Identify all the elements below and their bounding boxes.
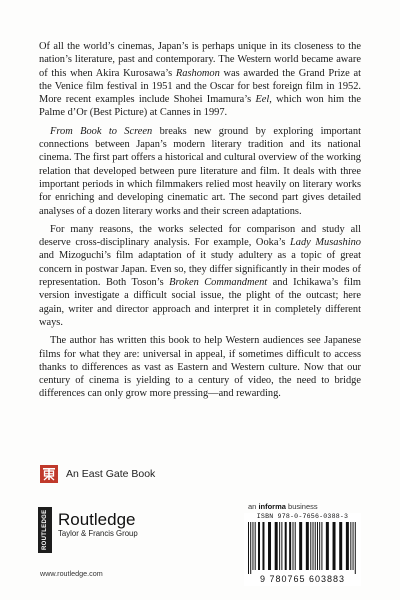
- barcode-bar: [319, 522, 320, 570]
- publisher-url: www.routledge.com: [40, 569, 103, 578]
- blurb-paragraph: [39, 334, 361, 400]
- barcode-bar: [268, 522, 271, 570]
- barcode-bar: [306, 522, 309, 570]
- barcode-bar: [346, 522, 349, 570]
- barcode-bar: [333, 522, 336, 570]
- title-italic: Eel: [255, 94, 270, 106]
- text-run: was awarded the Grand Prize at the Venice film festival in 1951 and the Oscar for best foreign film in 1952. More recent examples include Shohei Imamura’s: [39, 67, 361, 106]
- title-italic: From Book to Screen: [50, 125, 153, 137]
- text-run: , which won him the Palme d’Or (Best Picture) at Cannes in 1997.: [39, 94, 361, 119]
- text-run: For many reasons, the works selected for comparison and study all deserve cross-disciplinary analysis. For example, Ooka’s: [39, 223, 361, 249]
- east-gate-imprint: [40, 464, 155, 484]
- barcode-bar: [326, 522, 329, 570]
- informa-tagline: an informa business: [248, 502, 318, 511]
- barcode-bars: [248, 522, 357, 574]
- title-italic: Rashomon: [175, 67, 220, 79]
- barcode-bar: [252, 522, 253, 570]
- title-italic: Lady Musashino: [289, 237, 361, 249]
- barcode-bar: [281, 522, 282, 570]
- barcode-bar: [313, 522, 314, 570]
- barcode-number: 9 780765 603883: [259, 574, 346, 584]
- barcode-bar: [299, 522, 302, 570]
- imprint-label: An East Gate Book: [66, 468, 156, 480]
- isbn-label: ISBN 978-0-7656-0388-3: [256, 513, 349, 520]
- barcode-bar: [285, 522, 287, 570]
- blurb-paragraph: [39, 125, 361, 218]
- barcode-bar: [255, 522, 256, 570]
- barcode-bar: [295, 522, 296, 570]
- barcode-bar: [321, 522, 322, 570]
- text-run: and Mizoguchi’s film adaptation of it study adultery as a topic of great concern in postwar Japan. Even so, they differ significantly in their modes of representation. Both Toson’s: [39, 250, 361, 289]
- barcode-bar: [248, 522, 249, 574]
- text-run: and Ichikawa’s film version investigate a difficult social issue, the plight of the outcast; here again, writer and director approach and interpret it in completely different ways.: [39, 277, 361, 328]
- publisher-name: Routledge: [58, 510, 136, 529]
- barcode-bar: [250, 522, 251, 574]
- barcode-bar: [350, 522, 351, 570]
- publisher-group: Taylor & Francis Group: [58, 529, 138, 538]
- barcode-bar: [275, 522, 278, 570]
- blurb-text: [39, 40, 361, 406]
- publisher-logo: [38, 507, 138, 553]
- barcode-bar: [279, 522, 280, 570]
- barcode-panel: [244, 513, 361, 586]
- barcode-bar: [353, 522, 354, 570]
- blurb-paragraph: [39, 40, 361, 120]
- barcode-bar: [355, 522, 356, 574]
- barcode-bar: [262, 522, 264, 570]
- text-run: Of all the world’s cinemas, Japan’s is perhaps unique in its closeness to the nation’s literature, past and contemporary. The Western world became aware of this when Akira Kurosawa’s: [39, 41, 361, 79]
- barcode-bar: [258, 522, 260, 570]
- title-italic: Broken Commandment: [169, 277, 268, 289]
- blurb-paragraph: [39, 223, 361, 329]
- barcode-bar: [317, 522, 318, 570]
- barcode-bar: [315, 522, 316, 570]
- barcode-bar: [292, 522, 293, 570]
- barcode-bar: [310, 522, 311, 570]
- routledge-mark-icon: ROUTLEDGE: [38, 507, 52, 553]
- informa-brand: informa: [258, 502, 286, 511]
- barcode-bar: [339, 522, 342, 570]
- barcode-bar: [289, 522, 291, 570]
- text-run: The author has written this book to help Western audiences see Japanese films for what they are: universal in appeal, if sometimes difficult to access thanks to differences as vast as Eastern and Western culture. Now that our century of cinema is yielding to a century of video, the need to bridge differences can only grow more pressing—and rewarding.: [39, 335, 361, 400]
- text-run: breaks new ground by exploring important connections between Japan’s modern literary tradition and its national cinema. The first part offers a historical and cultural overview of the working relation that developed between pure literature and film. It deals with three important periods in which filmmakers relied most heavily on literary works for enriching and developing cinematic art. The second part gives detailed analyses of a dozen literary works and their screen adaptations.: [39, 125, 361, 217]
- east-gate-logo-icon: [40, 465, 58, 483]
